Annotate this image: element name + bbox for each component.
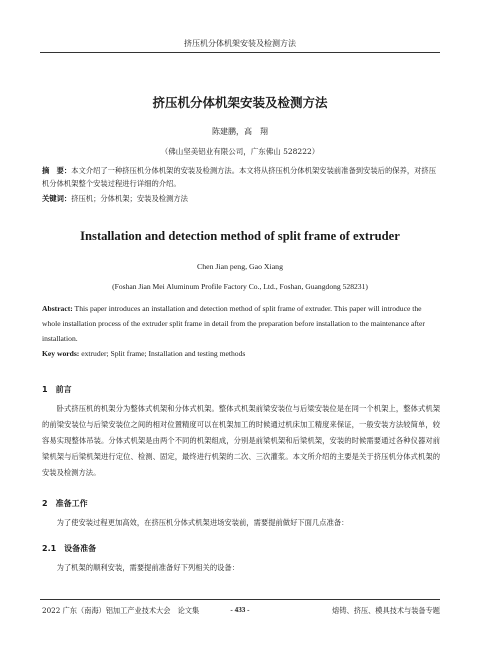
en-abstract-label: Abstract: <box>42 304 73 313</box>
footer-proceedings: 2022 广东（南海）铝加工产业技术大会 论文集 <box>42 606 200 615</box>
english-affiliation: (Foshan Jian Mei Aluminum Profile Factory Co., Ltd., Foshan, Guangdong 528231) <box>112 282 368 291</box>
english-authors: Chen Jian peng, Gao Xiang <box>197 262 283 271</box>
en-abstract-text: This paper introduces an installation and detection method of split frame of extruder. This paper will introduce the whole installation process of the extruder split frame in detail from the preparation before installation to the maintenance after installation. <box>42 304 425 343</box>
section-2-heading: 2 准备工作 <box>42 499 88 508</box>
keywords-label: 关键词： <box>42 194 72 203</box>
keywords-text: 挤压机；分体机架；安装及检测方法 <box>71 194 188 203</box>
abstract-text: 本文介绍了一种挤压机分体机架的安装及检测方法。本文将从挤压机分体机架安装前准备到安装后的保养，对挤压机分体机架整个安装过程进行详细的介绍。 <box>42 166 437 188</box>
running-header: 挤压机分体机架安装及检测方法 <box>184 39 296 48</box>
section-2-1-paragraph: 为了机架的顺利安装，需要提前准备好下列相关的设备： <box>56 563 240 572</box>
en-keywords-label: Key words: <box>42 349 80 358</box>
section-1-paragraph: 卧式挤压机的机架分为整体式机架和分体式机架。整体式机架前梁安装位与后梁安装位是在同一个机架上，整体式机架的前梁安装位与后梁安装位之间的相对位置精度可以在机架加工的时候通过机床加工精度来保证，一般安装方法较简单，较容易实现整体吊装。分体式机架是由两个不同的机架组成，分别是前梁机架和后梁机架，安装的时候需要通过各种仪器对前梁机架与后梁机架进行定位、检测、固定，最终进行机架的二次、三次灌浆。本文所介绍的主要是关于挤压机分体式机架的安装及检测方法。 <box>42 404 440 477</box>
section-1-heading: 1 前言 <box>42 385 72 394</box>
chinese-abstract <box>42 164 440 190</box>
section-2-1-heading: 2.1 设备准备 <box>42 544 97 553</box>
chinese-keywords <box>42 192 440 205</box>
english-abstract <box>42 301 440 346</box>
header-rule <box>40 52 440 53</box>
chinese-authors: 陈建鹏，高 翔 <box>212 127 268 136</box>
page-number: - 433 - <box>230 606 250 614</box>
chinese-title: 挤压机分体机架安装及检测方法 <box>152 95 328 110</box>
footer-topic: 熔铸、挤压、模具技术与装备专题 <box>332 606 440 615</box>
section-2-paragraph: 为了使安装过程更加高效，在挤压机分体式机架进场安装前，需要提前做好下面几点准备： <box>56 518 349 527</box>
abstract-label: 摘 要： <box>42 166 72 175</box>
chinese-affiliation: （佛山坚美铝业有限公司，广东佛山 528222） <box>160 147 320 156</box>
english-title: Installation and detection method of split frame of extruder <box>80 229 400 243</box>
en-keywords-text: extruder; Split frame; Installation and testing methods <box>79 349 246 358</box>
footer-rule <box>40 599 440 600</box>
english-keywords <box>42 346 440 361</box>
